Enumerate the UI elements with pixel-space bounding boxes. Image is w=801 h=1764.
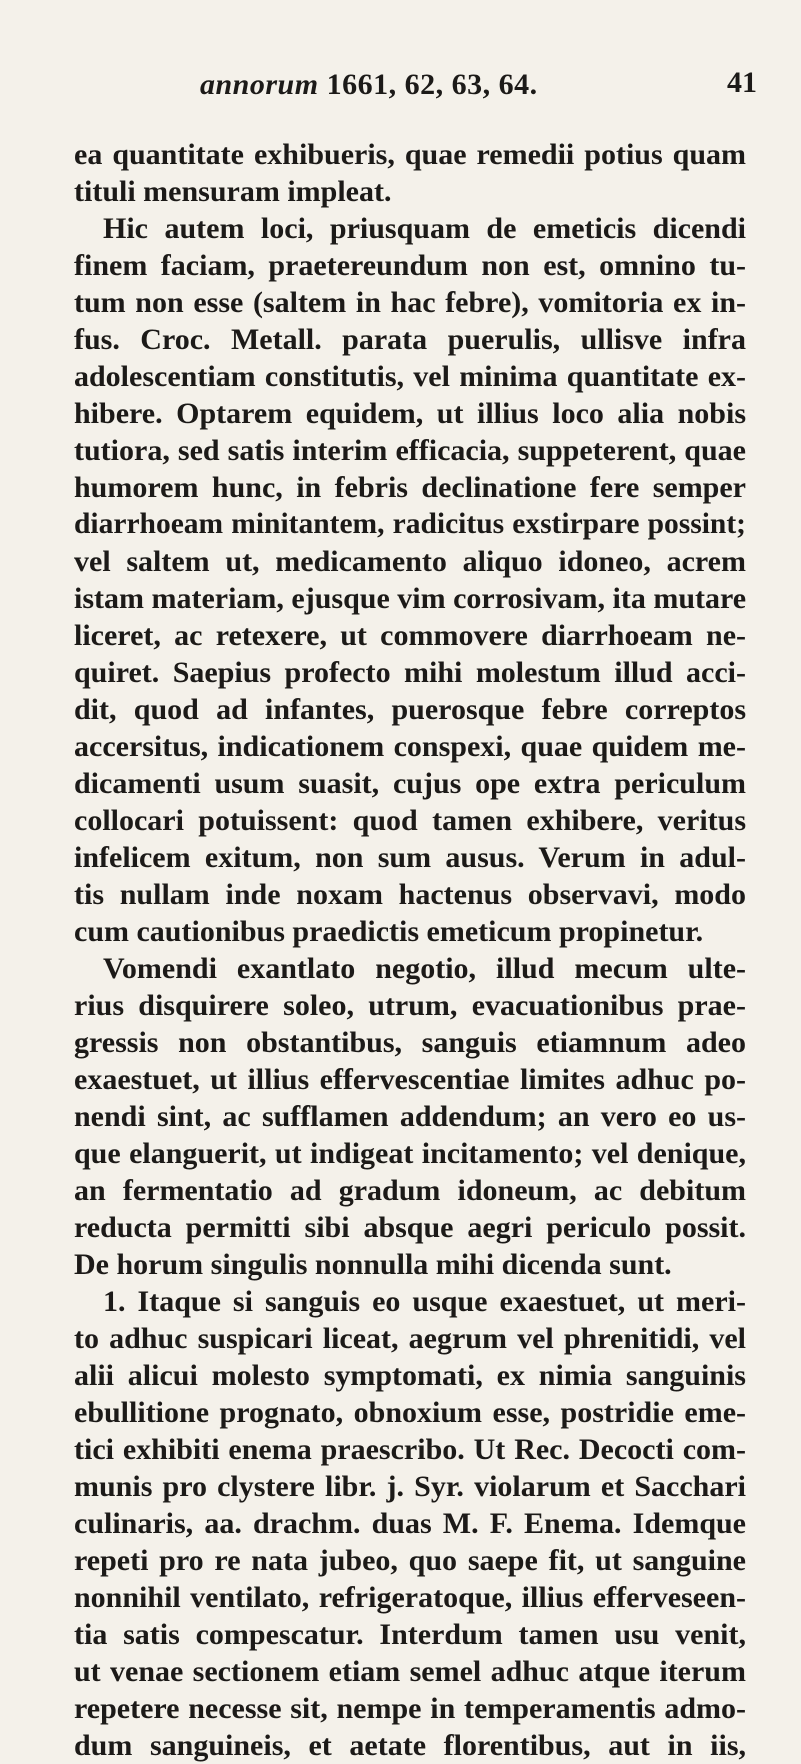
text-line: fus. Croc. Metall. parata puerulis, ullisve infra [74, 323, 746, 356]
running-head [200, 68, 538, 102]
paragraph-start-line: Vomendi exantlato negotio, illud mecum ulte- [103, 952, 746, 985]
body-text [74, 136, 746, 1764]
text-line: vel saltem ut, medicamento aliquo idoneo, acrem [74, 545, 746, 578]
text-line: munis pro clystere libr. j. Syr. violarum et Sacchari [74, 1470, 746, 1503]
text-line: humorem hunc, in febris declinatione fere semper [74, 471, 746, 504]
text-line: dum sanguineis, et aetate florentibus, aut in iis, [74, 1729, 746, 1762]
text-line: finem faciam, praetereundum non est, omnino tu- [74, 249, 746, 282]
text-line: culinaris, aa. drachm. duas M. F. Enema. Idemque [74, 1507, 746, 1540]
paragraph-start-line: Hic autem loci, priusquam de emeticis dicendi [103, 212, 746, 245]
text-line: exaestuet, ut illius effervescentiae limites adhuc po- [74, 1063, 746, 1096]
text-line: nonnihil ventilato, refrigeratoque, illius efferveseen- [74, 1581, 746, 1614]
paragraph-start-line: 1. Itaque si sanguis eo usque exaestuet, ut meri- [103, 1285, 746, 1318]
text-line: tituli mensuram impleat. [74, 175, 392, 208]
text-line: istam materiam, ejusque vim corrosivam, ita mutare [74, 582, 747, 615]
text-line: gressis non obstantibus, sanguis etiamnum adeo [74, 1026, 746, 1059]
text-line: que elanguerit, ut indigeat incitamento; vel denique, [74, 1137, 746, 1170]
text-line: cum cautionibus praedictis emeticum propinetur. [74, 915, 704, 948]
text-line: quiret. Saepius profecto mihi molestum illud acci- [74, 656, 746, 689]
running-years: 1661, 62, 63, 64. [318, 68, 538, 101]
text-line: tutiora, sed satis interim efficacia, suppeterent, quae [74, 434, 746, 467]
page-number: 41 [727, 66, 757, 99]
text-line: ut venae sectionem etiam semel adhuc atque iterum [74, 1655, 746, 1688]
text-line: repetere necesse sit, nempe in temperamentis admo- [74, 1692, 746, 1725]
text-line: ebullitione prognato, obnoxium esse, postridie eme- [74, 1396, 746, 1429]
text-line: reducta permitti sibi absque aegri periculo possit. [74, 1211, 746, 1244]
text-line: to adhuc suspicari liceat, aegrum vel phrenitidi, vel [74, 1322, 746, 1355]
text-line: diarrhoeam minitantem, radicitus exstirpare possint; [74, 508, 746, 540]
text-line: adolescentiam constitutis, vel minima quantitate ex- [74, 360, 746, 393]
text-line: rius disquirere soleo, utrum, evacuationibus prae- [74, 989, 746, 1022]
text-line: ea quantitate exhibueris, quae remedii potius quam [74, 138, 746, 171]
text-line: dicamenti usum suasit, cujus ope extra periculum [74, 767, 746, 800]
text-line: tia satis compescatur. Interdum tamen usu venit, [74, 1618, 746, 1651]
text-line: alii alicui molesto symptomati, ex nimia sanguinis [74, 1359, 746, 1392]
running-title: annorum [200, 68, 319, 101]
text-line: tis nullam inde noxam hactenus observavi, modo [74, 878, 746, 911]
text-line: dit, quod ad infantes, puerosque febre correptos [74, 693, 746, 726]
text-line: repeti pro re nata jubeo, quo saepe fit, ut sanguine [74, 1544, 746, 1577]
text-line: hibere. Optarem equidem, ut illius loco alia nobis [74, 397, 746, 430]
text-line: an fermentatio ad gradum idoneum, ac debitum [74, 1174, 746, 1207]
text-line: De horum singulis nonnulla mihi dicenda sunt. [74, 1248, 672, 1281]
text-line: liceret, ac retexere, ut commovere diarrhoeam ne- [74, 619, 746, 652]
text-line: collocari potuissent: quod tamen exhibere, veritus [74, 804, 746, 837]
text-line: accersitus, indicationem conspexi, quae quidem me- [74, 730, 746, 763]
text-line: tum non esse (saltem in hac febre), vomitoria ex in- [74, 286, 746, 319]
text-line: tici exhibiti enema praescribo. Ut Rec. Decocti com- [74, 1433, 746, 1466]
text-line: infelicem exitum, non sum ausus. Verum in adul- [74, 841, 746, 874]
text-line: nendi sint, ac sufflamen addendum; an vero eo us- [74, 1100, 746, 1133]
